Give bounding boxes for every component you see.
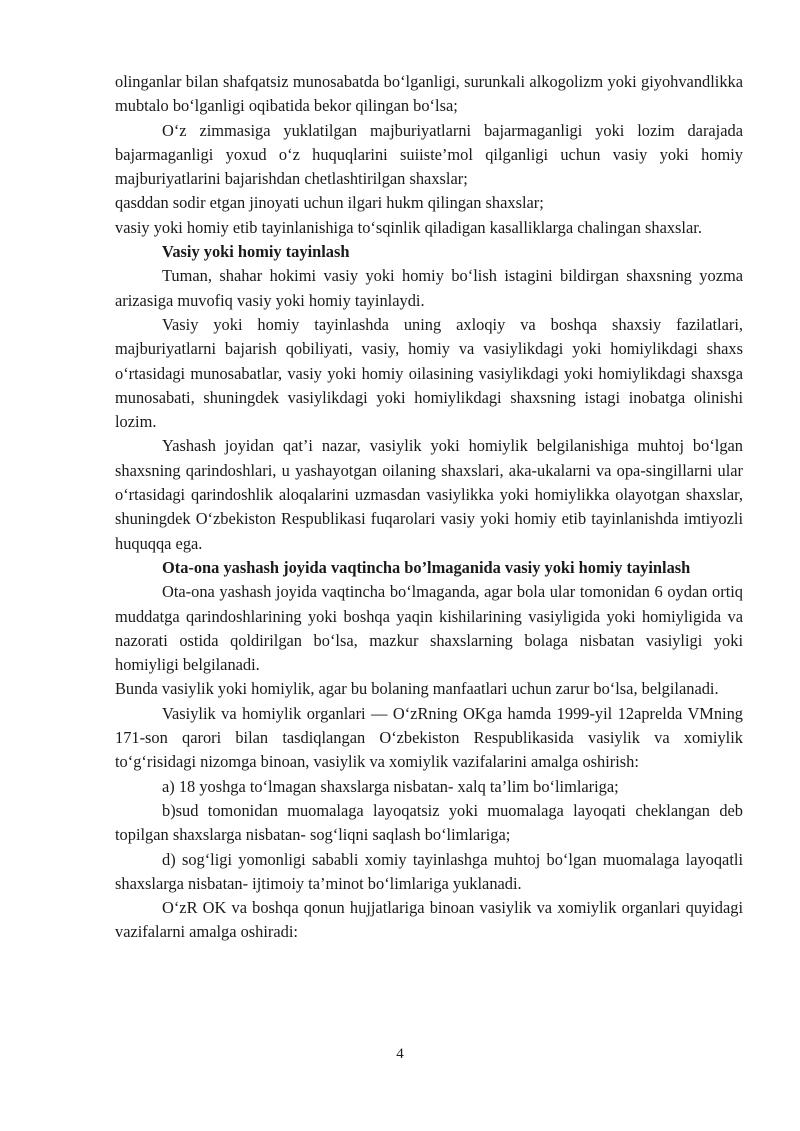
paragraph: vasiy yoki homiy etib tayinlanishiga to‘sqinlik qiladigan kasalliklarga chalingan shaxslar. (115, 217, 702, 237)
paragraph: Bunda vasiylik yoki homiylik, agar bu bolaning manfaatlari uchun zarur bo‘lsa, belgilanadi. (115, 679, 719, 699)
list-item: a) 18 yoshga to‘lmagan shaxslarga nisbatan- xalq ta’lim bo‘limlariga; (162, 776, 619, 796)
paragraph: Yashash joyidan qat’i nazar, vasiylik yoki homiylik belgilanishiga muhtoj bo‘lgan shaxsning qarindoshlari, u yashayotgan oilaning shaxslari, aka-ukalarni va opa-singillarni ular o‘rtasidagi qarindoshlik aloqalarini uzmasdan vasiylikka yoki homiylikka olayotgan shaxslar, shuningdek O‘zbekiston Respublikasi fuqarolari vasiy yoki homiy etib tayinlanishda imtiyozli huquqqa ega. (115, 436, 743, 553)
list-item: d) sog‘ligi yomonligi sababli xomiy tayinlashga muhtoj bo‘lgan muomalaga layoqatli shaxslarga nisbatan- ijtimoiy ta’minot bo‘limlariga yuklanadi. (115, 849, 743, 893)
paragraph: Ota-ona yashash joyida vaqtincha bo‘lmaganda, agar bola ular tomonidan 6 oydan ortiq muddatga qarindoshlarining yoki boshqa yaqin kishilarining vasiyligida yoki homiyligida va nazorati ostida qoldirilgan bo‘lsa, mazkur shaxslarning bolaga nisbatan vasiyligi yoki homiyligi belgilanadi. (115, 582, 743, 675)
paragraph: Vasiy yoki homiy tayinlashda uning axloqiy va boshqa shaxsiy fazilatlari, majburiyatlarni bajarish qobiliyati, vasiy, homiy va vasiylikdagi yoki homiylikdagi shaxs o‘rtasidagi munosabatlar, vasiy yoki homiy oilasining vasiylikdagi yoki homiylikdagi shaxsga munosabati, shuningdek vasiylikdagi yoki homiylikdagi shaxsning istagi inobatga olinishi lozim. (115, 314, 743, 432)
page-number: 4 (396, 1046, 404, 1062)
paragraph: O‘zR OK va boshqa qonun hujjatlariga binoan vasiylik va xomiylik organlari quyidagi vazifalarni amalga oshiradi: (115, 898, 743, 942)
section-heading: Vasiy yoki homiy tayinlash (162, 242, 350, 262)
paragraph: O‘z zimmasiga yuklatilgan majburiyatlarni bajarmaganligi yoki lozim darajada bajarmaganligi yoxud o‘z huquqlarini suiiste’mol qilganligi uchun vasiy yoki homiy majburiyatlarini bajarishdan chetlashtirilgan shaxslar; (115, 120, 743, 189)
list-item: b)sud tomonidan muomalaga layoqatsiz yoki muomalaga layoqati cheklangan deb topilgan shaxslarga nisbatan- sog‘liqni saqlash bo‘limlariga; (115, 800, 743, 845)
paragraph: qasddan sodir etgan jinoyati uchun ilgari hukm qilingan shaxslar; (115, 193, 544, 213)
section-heading: Ota-ona yashash joyida vaqtincha bo’lmaganida vasiy yoki homiy tayinlash (162, 557, 691, 577)
paragraph: Tuman, shahar hokimi vasiy yoki homiy bo‘lish istagini bildirgan shaxsning yozma arizasiga muvofiq vasiy yoki homiy tayinlaydi. (115, 266, 743, 310)
paragraph: olinganlar bilan shafqatsiz munosabatda bo‘lganligi, surunkali alkogolizm yoki giyohvandlikka mubtalo bo‘lganligi oqibatida bekor qilingan bo‘lsa; (115, 72, 743, 116)
document-body (115, 70, 743, 945)
paragraph: Vasiylik va homiylik organlari — O‘zRning OKga hamda 1999-yil 12aprelda VMning 171-son qarori bilan tasdiqlangan O‘zbekiston Respublikasida vasiylik va xomiylik to‘g‘risidagi nizomga binoan, vasiylik va xomiylik vazifalarini amalga oshirish: (115, 703, 743, 772)
